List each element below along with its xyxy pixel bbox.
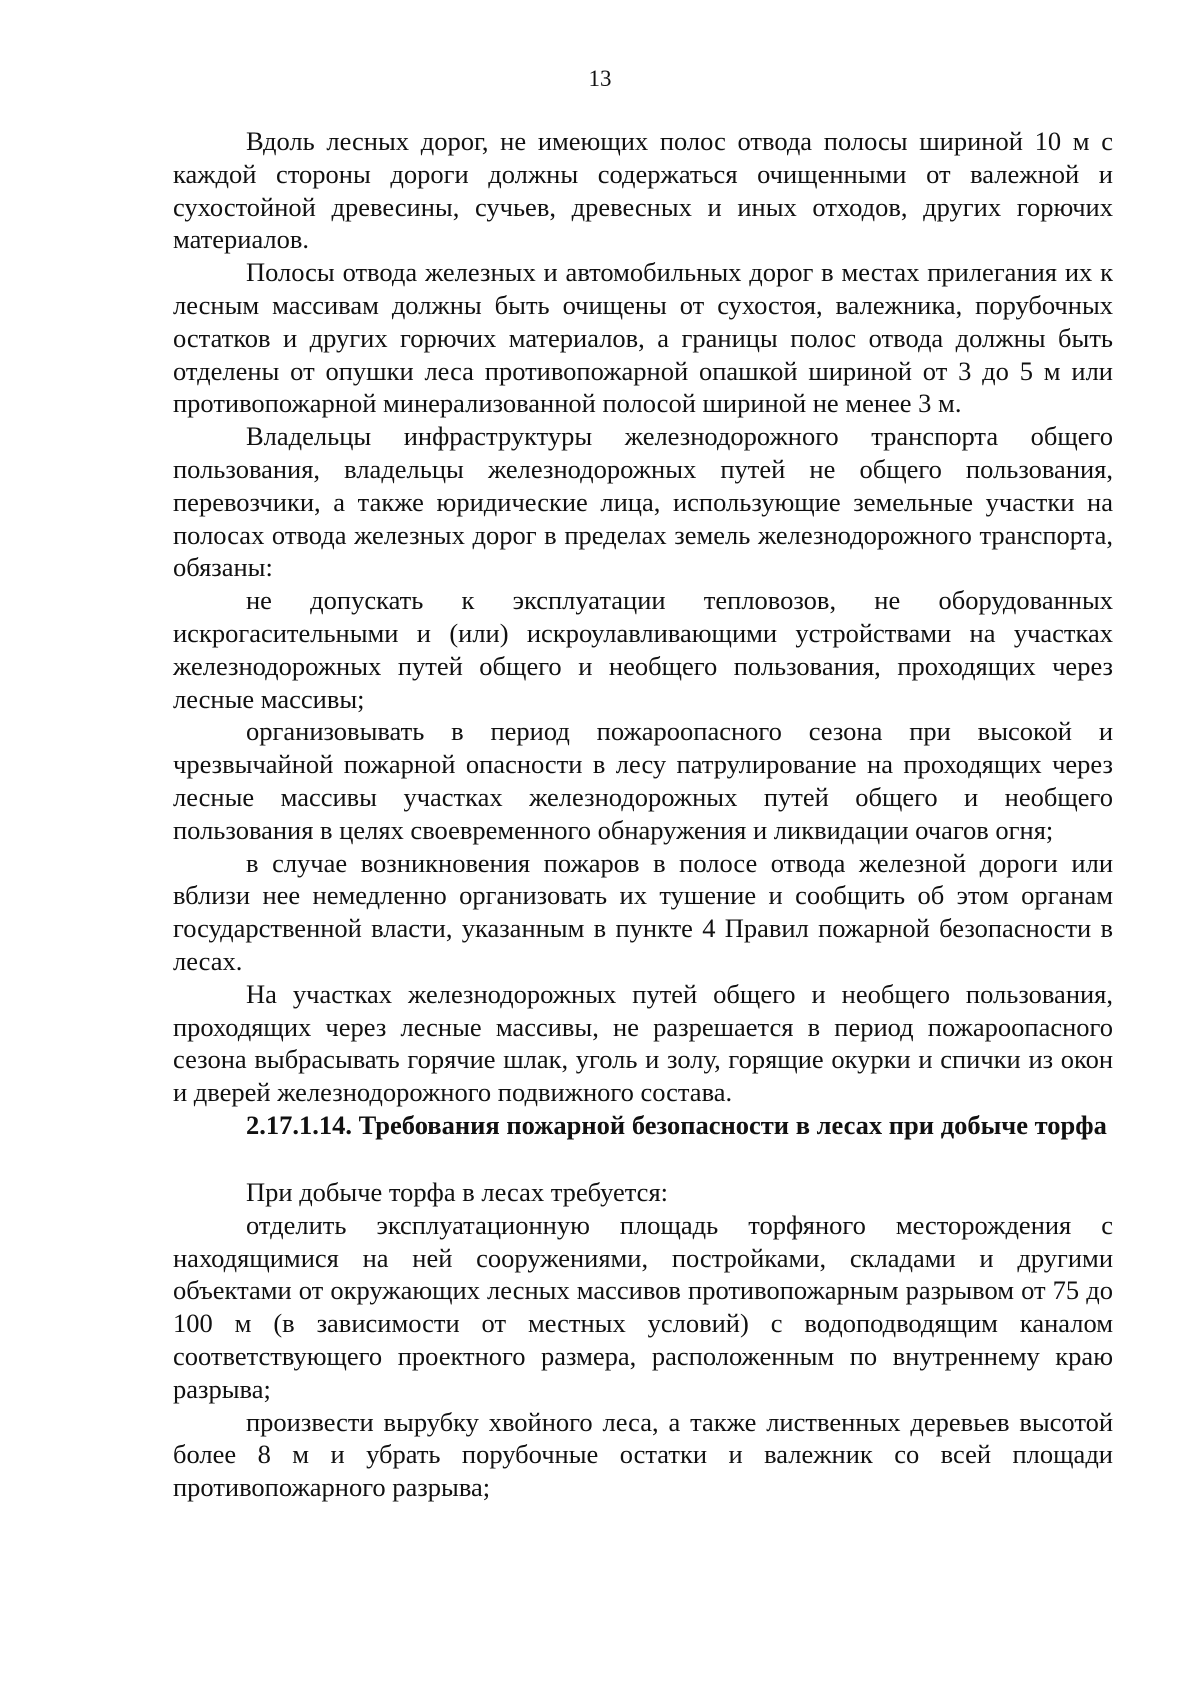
paragraph: организовывать в период пожароопасного сезона при высокой и чрезвычайной пожарной опасности в лесу патрулирование на проходящих через лесные массивы участках железнодорожных путей общего и необщего пользования в целях своевременного обнаружения и ликвидации очагов огня; <box>173 716 1113 845</box>
body-text-upper <box>173 125 1113 1142</box>
paragraph: На участках железнодорожных путей общего и необщего пользования, проходящих через лесные массивы, не разрешается в период пожароопасного сезона выбрасывать горячие шлак, уголь и золу, горящие окурки и спички из окон и дверей железнодорожного подвижного состава. <box>173 978 1113 1108</box>
page-number: 13 <box>588 66 612 91</box>
section-heading: 2.17.1.14. Требования пожарной безопасности в лесах при добыче торфа <box>246 1109 1107 1140</box>
paragraph: Полосы отвода железных и автомобильных дорог в местах прилегания их к лесным массивам должны быть очищены от сухостоя, валежника, порубочных остатков и других горючих материалов, а границы полос отвода должны быть отделены от опушки леса противопожарной опашкой шириной от 3 до 5 м или противопожарной минерализованной полосой шириной не менее 3 м. <box>173 257 1113 419</box>
paragraph: в случае возникновения пожаров в полосе отвода железной дороги или вблизи нее немедленно организовать их тушение и сообщить об этом органам государственной власти, указанным в пункте 4 Правил пожарной безопасности в лесах. <box>173 847 1113 976</box>
paragraph: отделить эксплуатационную площадь торфяного месторождения с находящимися на ней сооружениями, постройками, складами и другими объектами от окружающих лесных массивов противопожарным разрывом от 75 до 100 м (в зависимости от местных условий) с водоподводящим каналом соответствующего проектного размера, расположенным по внутреннему краю разрыва; <box>173 1209 1113 1404</box>
paragraph: Владельцы инфраструктуры железнодорожного транспорта общего пользования, владельцы железнодорожных путей не общего пользования, перевозчики, а также юридические лица, использующие земельные участки на полосах отвода железных дорог в пределах земель железнодорожного транспорта, обязаны: <box>173 421 1113 583</box>
paragraph: Вдоль лесных дорог, не имеющих полос отвода полосы шириной 10 м с каждой стороны дороги должны содержаться очищенными от валежной и сухостойной древесины, сучьев, древесных и иных отходов, других горючих материалов. <box>173 126 1113 255</box>
paragraph: не допускать к эксплуатации тепловозов, не оборудованных искрогасительными и (или) искроулавливающими устройствами на участках железнодорожных путей общего и необщего пользования, проходящих через лесные массивы; <box>173 585 1113 714</box>
body-text-lower <box>173 1176 1113 1504</box>
paragraph: При добыче торфа в лесах требуется: <box>246 1177 668 1207</box>
paragraph: произвести вырубку хвойного леса, а также лиственных деревьев высотой более 8 м и убрать порубочные остатки и валежник со всей площади противопожарного разрыва; <box>173 1406 1113 1503</box>
